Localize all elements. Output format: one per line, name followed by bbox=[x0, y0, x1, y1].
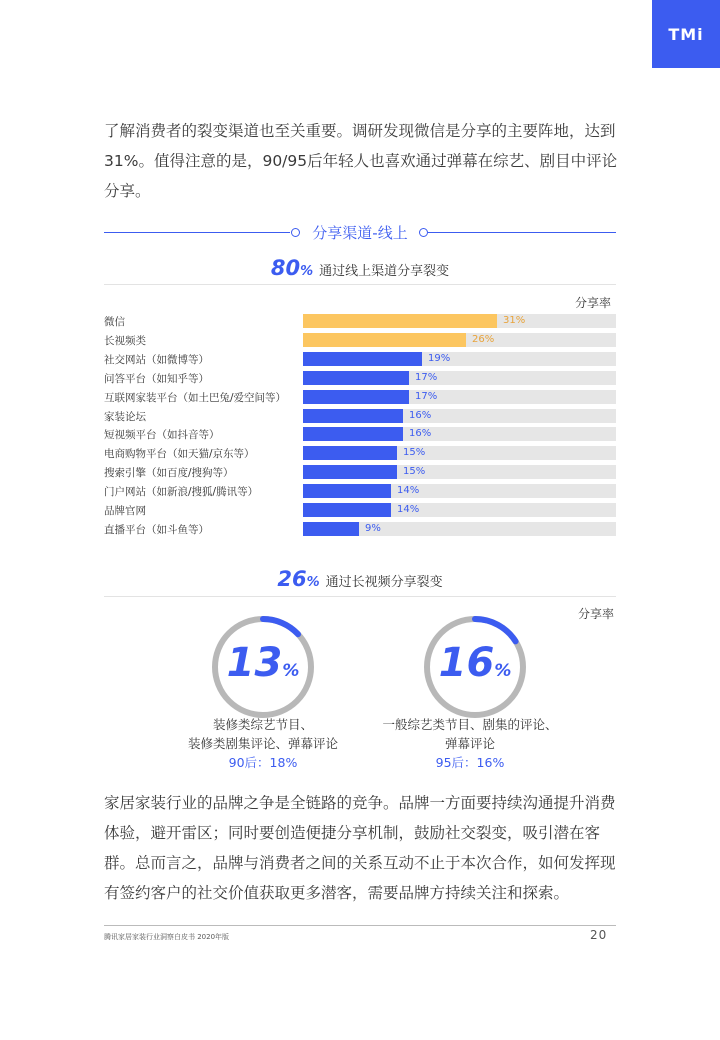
donut-value-number: 13 bbox=[226, 640, 283, 686]
bar-value-label: 17% bbox=[415, 372, 438, 383]
bar-category-label: 家装论坛 bbox=[104, 411, 146, 423]
bar-category-label: 直播平台（如斗鱼等） bbox=[104, 524, 209, 536]
bar bbox=[303, 484, 391, 498]
donut-axis-label: 分享率 bbox=[578, 607, 615, 621]
longvideo-stat-pct: % bbox=[306, 575, 320, 590]
bar-track bbox=[303, 427, 616, 441]
footer-divider bbox=[104, 925, 616, 926]
bar bbox=[303, 314, 497, 328]
bar-track bbox=[303, 390, 616, 404]
bar-track bbox=[303, 352, 616, 366]
bar-track bbox=[303, 465, 616, 479]
conclusion-paragraph: 家居家装行业的品牌之争是全链路的竞争。品牌一方面要持续沟通提升消费体验，避开雷区；同时要创造便捷分享机制，鼓励社交裂变，吸引潜在客群。总而言之，品牌与消费者之间的关系互动不止于本次合作，如何发挥现有签约客户的社交价值获取更多潜客，需要品牌方持续关注和探索。 bbox=[104, 794, 616, 902]
donut-value-unit: % bbox=[494, 661, 512, 681]
online-stat-value: 80 bbox=[270, 256, 301, 280]
bar-track bbox=[303, 503, 616, 517]
donut-caption-cohort: 95后：16% bbox=[435, 755, 505, 770]
bar-value-label: 9% bbox=[365, 523, 381, 534]
bar-category-label: 短视频平台（如抖音等） bbox=[104, 429, 220, 441]
bar-value-label: 14% bbox=[397, 504, 420, 515]
bar-value-label: 14% bbox=[397, 485, 420, 496]
bar-track bbox=[303, 522, 616, 536]
longvideo-stat-value: 26 bbox=[277, 567, 307, 591]
longvideo-stat-label: 通过长视频分享裂变 bbox=[325, 575, 443, 590]
bar-track bbox=[303, 446, 616, 460]
bar-category-label: 搜索引擎（如百度/搜狗等） bbox=[104, 467, 234, 479]
bar-axis-label: 分享率 bbox=[575, 296, 612, 310]
donut-caption-line: 装修类综艺节目、 bbox=[212, 717, 313, 732]
bar bbox=[303, 446, 397, 460]
donut-value bbox=[208, 638, 318, 696]
title-dot-right bbox=[419, 228, 428, 237]
donut-chart bbox=[208, 612, 318, 722]
donut-value bbox=[420, 638, 530, 696]
bar-track bbox=[303, 371, 616, 385]
donut-caption-line: 装修类剧集评论、弹幕评论 bbox=[187, 736, 338, 751]
brand-logo bbox=[652, 0, 720, 68]
bar bbox=[303, 409, 403, 423]
page-number: 20 bbox=[590, 928, 608, 942]
bar bbox=[303, 333, 466, 347]
bar-category-label: 微信 bbox=[104, 316, 125, 328]
bar-value-label: 26% bbox=[472, 334, 495, 345]
donut-value-unit: % bbox=[282, 661, 300, 681]
bar bbox=[303, 390, 409, 404]
bar bbox=[303, 427, 403, 441]
donut-value-number: 16 bbox=[438, 640, 495, 686]
section-title bbox=[104, 222, 616, 244]
donut-caption-line: 弹幕评论 bbox=[444, 736, 495, 751]
online-stat-label: 通过线上渠道分享裂变 bbox=[319, 264, 450, 279]
bar bbox=[303, 352, 422, 366]
bar-value-label: 15% bbox=[403, 466, 426, 477]
intro-paragraph: 了解消费者的裂变渠道也至关重要。调研发现微信是分享的主要阵地，达到31%。值得注意的是，90/95后年轻人也喜欢通过弹幕在综艺、剧目中评论分享。 bbox=[104, 122, 618, 200]
bar-category-label: 长视频类 bbox=[104, 335, 146, 347]
bar-category-label: 问答平台（如知乎等） bbox=[104, 373, 209, 385]
bar bbox=[303, 522, 359, 536]
bar-value-label: 16% bbox=[409, 410, 432, 421]
bar-value-label: 19% bbox=[428, 353, 451, 364]
donut-caption bbox=[153, 715, 373, 772]
bar-category-label: 电商购物平台（如天猫/京东等） bbox=[104, 448, 255, 460]
bar-value-label: 31% bbox=[503, 315, 526, 326]
logo-text: TMi bbox=[668, 24, 704, 44]
bar bbox=[303, 371, 409, 385]
bar-value-label: 17% bbox=[415, 391, 438, 402]
footer-text: 腾讯家居家装行业洞察白皮书 2020年版 bbox=[104, 933, 230, 941]
donut-caption-cohort: 90后：18% bbox=[228, 755, 298, 770]
section-title-text: 分享渠道-线上 bbox=[312, 224, 408, 242]
bar-category-label: 门户网站（如新浪/搜狐/腾讯等） bbox=[104, 486, 259, 498]
donut-caption bbox=[360, 715, 580, 772]
donut-chart bbox=[420, 612, 530, 722]
bar-category-label: 品牌官网 bbox=[104, 505, 146, 517]
bar bbox=[303, 465, 397, 479]
bar-value-label: 16% bbox=[409, 428, 432, 439]
online-stat-pct: % bbox=[300, 264, 314, 279]
divider bbox=[104, 284, 616, 285]
online-stat-heading bbox=[104, 256, 616, 280]
divider bbox=[104, 596, 616, 597]
bar-track bbox=[303, 409, 616, 423]
bar-track bbox=[303, 484, 616, 498]
longvideo-stat-heading bbox=[104, 567, 616, 591]
bar-track bbox=[303, 314, 616, 328]
bar-category-label: 互联网家装平台（如土巴兔/爱空间等） bbox=[104, 392, 287, 404]
bar-value-label: 15% bbox=[403, 447, 426, 458]
bar bbox=[303, 503, 391, 517]
bar-track bbox=[303, 333, 616, 347]
title-line-right bbox=[428, 232, 616, 233]
donut-caption-line: 一般综艺类节目、剧集的评论、 bbox=[382, 717, 558, 732]
bar-category-label: 社交网站（如微博等） bbox=[104, 354, 209, 366]
